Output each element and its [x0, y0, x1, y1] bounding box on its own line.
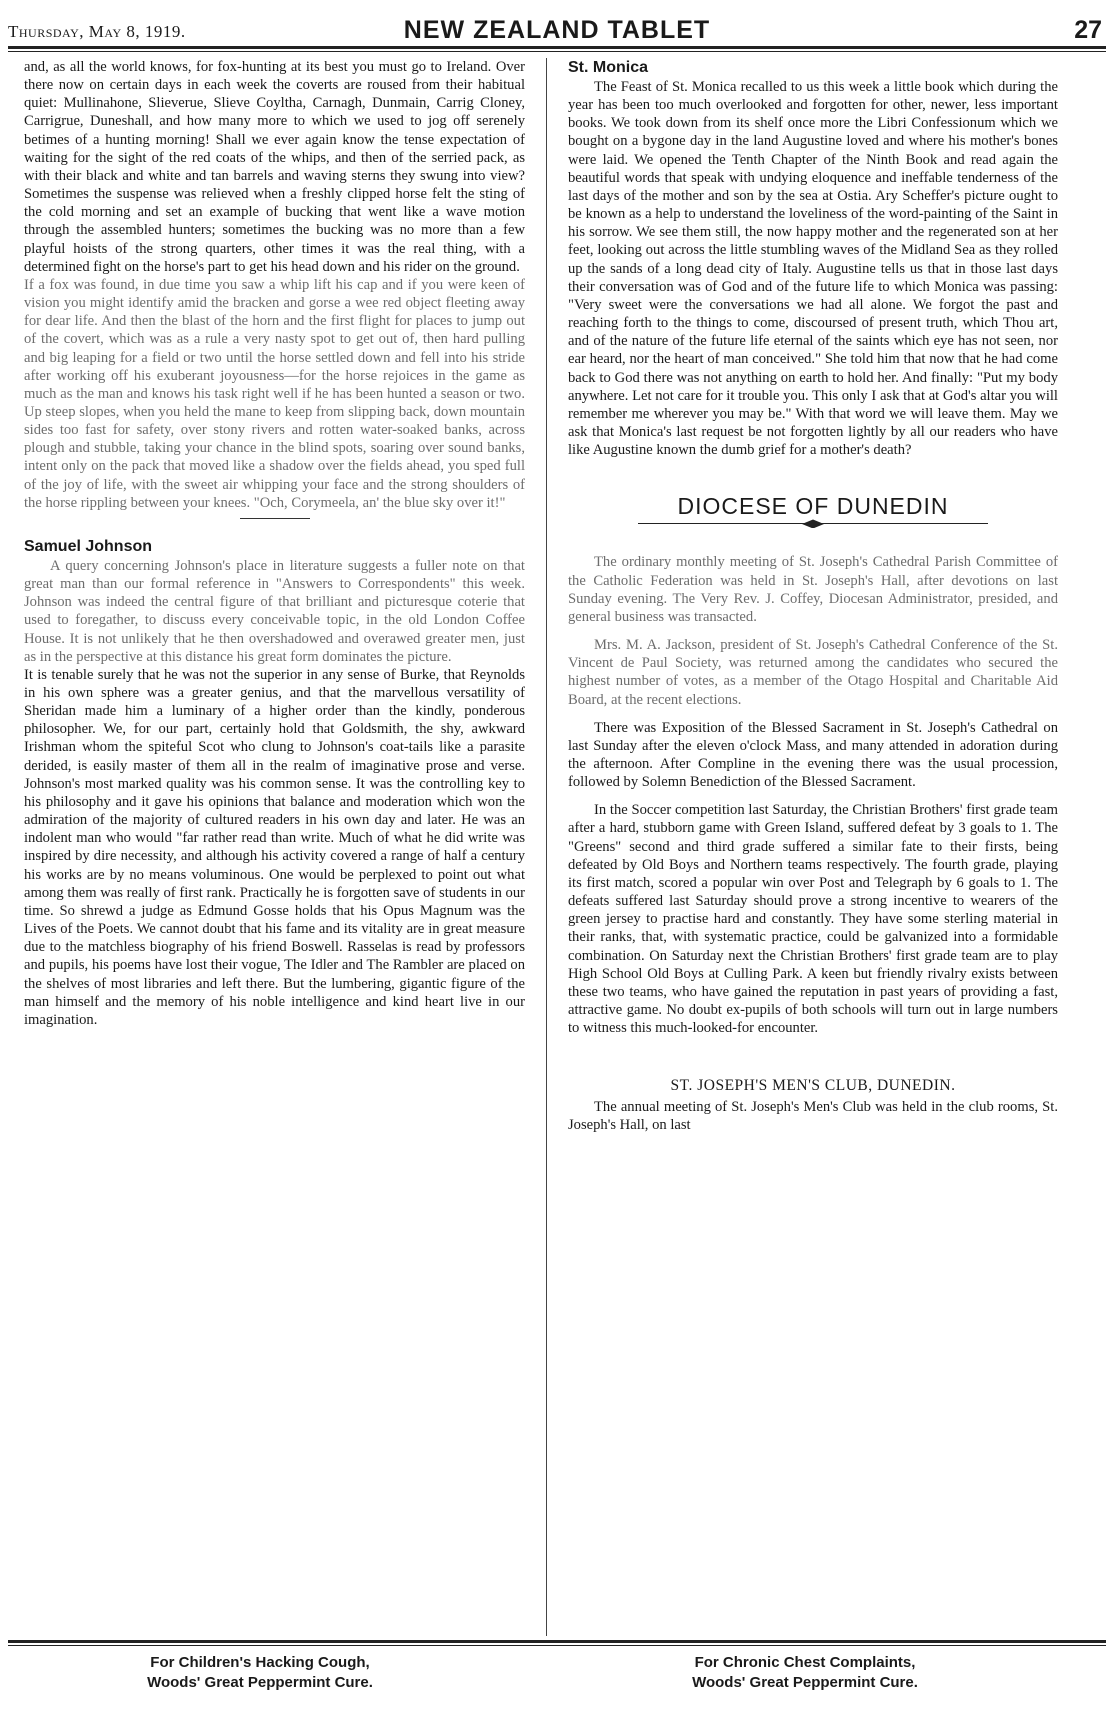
diocese-ornament — [568, 519, 1058, 529]
section-separator — [240, 518, 310, 519]
footer-rule-thin — [8, 1645, 1106, 1646]
column-divider — [546, 58, 547, 1636]
advert-left-line2: Woods' Great Peppermint Cure. — [147, 1674, 373, 1691]
masthead-rule-thin — [8, 51, 1106, 52]
club-heading: ST. JOSEPH'S MEN'S CLUB, DUNEDIN. — [670, 1077, 956, 1095]
advert-right — [640, 1653, 970, 1693]
diocese-paragraph: The ordinary monthly meeting of St. Joseph's Cathedral Parish Committee of the Catholic Federation was held in St. Joseph's Hall, after devotions on last Sunday evening. The Very Rev. J. Coffey, Diocesan Administrator, presided, and general business was transacted. — [568, 554, 1058, 625]
masthead-rule — [8, 46, 1106, 49]
ornament-diamond-icon — [802, 519, 824, 528]
issue-date: Thursday, May 8, 1919. — [8, 22, 186, 41]
diocese-heading: DIOCESE OF DUNEDIN — [677, 493, 949, 520]
hunting-paragraph: and, as all the world knows, for fox-hunting at its best you must go to Ireland. Over there now on certain days in each week the coverts are roused from their habitual quiet: Mullinahone, Slieverue, Slieve Coyltha, Carnagh, Dunmain, Carrig Cloney, Carrigrue, Duneshall, and how many more to which we used to jog off serenely betimes of a hunting morning! Shall we ever again know the tense expectation of waiting for the sight of the red coats of the whips, and then of the serried pack, as with their black and white and tan barrels and waving sterns they swung into view? Sometimes the suspense was relieved when a freshly clipped horse felt the sting of the cold morning and set an example of bucking that went like a wave motion through the assembled hunters; sometimes the bucking was no more than a few playful hoists of the strong quarters, other times it was the real thing, with a determined fight on the horse's part to get his head down and his rider on the ground. — [24, 59, 525, 275]
right-column — [568, 58, 1058, 1636]
page-number: 27 — [1074, 16, 1102, 44]
advert-left-line1: For Children's Hacking Cough, — [150, 1654, 370, 1671]
monica-heading: St. Monica — [568, 59, 649, 76]
diocese-paragraph: In the Soccer competition last Saturday, the Christian Brothers' first grade team after a hard, stubborn game with Green Island, suffered defeat by 3 goals to 1. The "Greens" second and third grade suffered a similar fate to their firsts, being defeated by Old Boys and Northern teams respectively. The fourth grade, playing its first match, scored a popular win over Post and Telegraph by 6 goals to 1. The defeats suffered last Saturday should prove a strong incentive to wearers of the green jersey to practise hard and constantly. They have some sterling material in their ranks, that, with systematic practice, could be galvanized into a formidable combination. On Saturday next the Christian Brothers' first grade team are to play High School Old Boys at Culling Park. A keen but friendly rivalry exists between these two teams, who have gained the reputation in past years of providing a fast, attractive game. No doubt ex-pupils of both schools will turn out in large numbers to witness this much-looked-for encounter. — [568, 802, 1058, 1037]
advert-left — [100, 1653, 420, 1693]
diocese-paragraph: There was Exposition of the Blessed Sacrament in St. Joseph's Cathedral on last Sunday after the eleven o'clock Mass, and many attended in adoration during the afternoon. After Compline in the evening there was the usual procession, followed by Solemn Benediction of the Blessed Sacrament. — [568, 719, 1058, 791]
masthead — [8, 12, 1106, 46]
johnson-heading: Samuel Johnson — [24, 537, 153, 555]
left-column — [24, 58, 525, 1636]
advert-right-line1: For Chronic Chest Complaints, — [694, 1654, 916, 1671]
hunting-paragraph-faded: If a fox was found, in due time you saw a whip lift his cap and if you were keen of vision you might identify amid the bracken and gorse a wee red object fleeting away for dear life. And then the blast of the horn and the first flight for places to jump out of the covert, which was as a rule a very nasty spot to get out of, then hard pulling and big leaping for a field or two until the horse settled down and fell into his stride after working off his exuberant joyousness—for the horse rejoices in the game as much as the man and knows his task right well if he has been hunted a season or two. Up steep slopes, when you held the mane to keep from slipping back, down mountain sides too fast for safety, over stony rivers and rotten water-soaked banks, across plough and stubble, taking your chance in the blind spots, soaring over sound banks, intent only on the pack that moved like a shadow over the fields ahead, you sped full of the joy of life, with the sweet air whipping your face and the strong shoulders of the horse rippling between your knees. "Och, Corymeela, an' the blue sky over it!" — [24, 276, 525, 511]
johnson-paragraph: It is tenable surely that he was not the superior in any sense of Burke, that Reynolds in his own sphere was a greater genius, and that the marvellous versatility of Sheridan made him a luminary of a higher order than the kindly, ponderous philosopher. We, for our part, certainly hold that Goldsmith, the shy, awkward Irishman whom the spiteful Scot who clung to Johnson's coat-tails like a parasite derided, is easily master of them all in the realm of imaginative prose and verse. Johnson's most marked quality was his common sense. It was the controlling key to his philosophy and it gave his opinions that balance and moderation which won the admiration of the majority of cultured readers in his own day and later. He was an indolent man who would "far rather read than write. Much of what he did write was inspired by dire necessity, and although his activity covered a range of half a century his works are by no means voluminous. One would be perplexed to point out what among them was really of first rank. Practically he is forgotten save of students in our time. So shrewd a judge as Edmund Gosse holds that his Opus Magnum was the Lives of the Poets. We cannot doubt that his fame and its vitality are in great measure due to the matchless biography of his friend Boswell. Rasselas is read by professors and pupils, his poems have lost their vogue, The Idler and The Rambler are placed on the shelves of most libraries and left there. But the lumbering, gigantic figure of the man himself and the memory of his noble intelligence and kind heart live in our imagination. — [24, 666, 525, 1028]
footer-rule — [8, 1640, 1106, 1643]
publication-title: NEW ZEALAND TABLET — [403, 16, 711, 44]
monica-paragraph: The Feast of St. Monica recalled to us this week a little book which during the year has been too much overlooked and forgotten for other, newer, less important books. We took down from its shelf once more the Libri Confessionum which we bought on a bygone day in the land Augustine loved and where his mother's bones were laid. We opened the Tenth Chapter of the Ninth Book and read again the beautiful words that speak with undying eloquence and ineffable tenderness of the last days of the mother and son by the sea at Ostia. Ary Scheffer's picture ought to be known as a help to understand the loveliness of the word-painting of the Saint in his sorrow. We see them still, the now happy mother and the regenerated son at her feet, looking out across the little stumbling waves of the Midland Sea as they rolled up the sands of a long dead city of Italy. Augustine tells us that in those last days their conversation was of God and of the future life to which Monica was passing: "Very sweet were the conversations we had all alone. We forgot the past and reaching forth to the things to come, discoursed of present truth, which Thou art, and of the nature of the future life eternal of the saints which eye has not seen, nor ear heard, nor the heart of man conceived." She told him that now that he had come back to God there was not anything on earth to hold her. And finally: "Put my body anywhere. Let not care for it trouble you. This only I ask that at God's altar you will remember me wherever you may be." With that word we will leave them. May we ask that Monica's last request be not forgotten lightly by all our readers who have like Augustine known the dumb grief for a mother's death? — [568, 79, 1058, 459]
advert-right-line2: Woods' Great Peppermint Cure. — [692, 1674, 918, 1691]
diocese-paragraph: Mrs. M. A. Jackson, president of St. Joseph's Cathedral Conference of the St. Vincent de Paul Society, was returned among the candidates who secured the highest number of votes, as a member of the Otago Hospital and Charitable Aid Board, at the recent elections. — [568, 637, 1058, 708]
johnson-paragraph-faded: A query concerning Johnson's place in literature suggests a fuller note on that great man than our formal reference in "Answers to Correspondents" this week. Johnson was indeed the central figure of that brilliant and picturesque coterie that used to foregather, to discuss every conceivable topic, in the old London Coffee House. It is not unlikely that he then overshadowed and overawed greater men, just as in the perspective at this distance his great form dominates the picture. — [24, 557, 525, 665]
club-paragraph: The annual meeting of St. Joseph's Men's Club was held in the club rooms, St. Joseph's Hall, on last — [568, 1098, 1058, 1133]
